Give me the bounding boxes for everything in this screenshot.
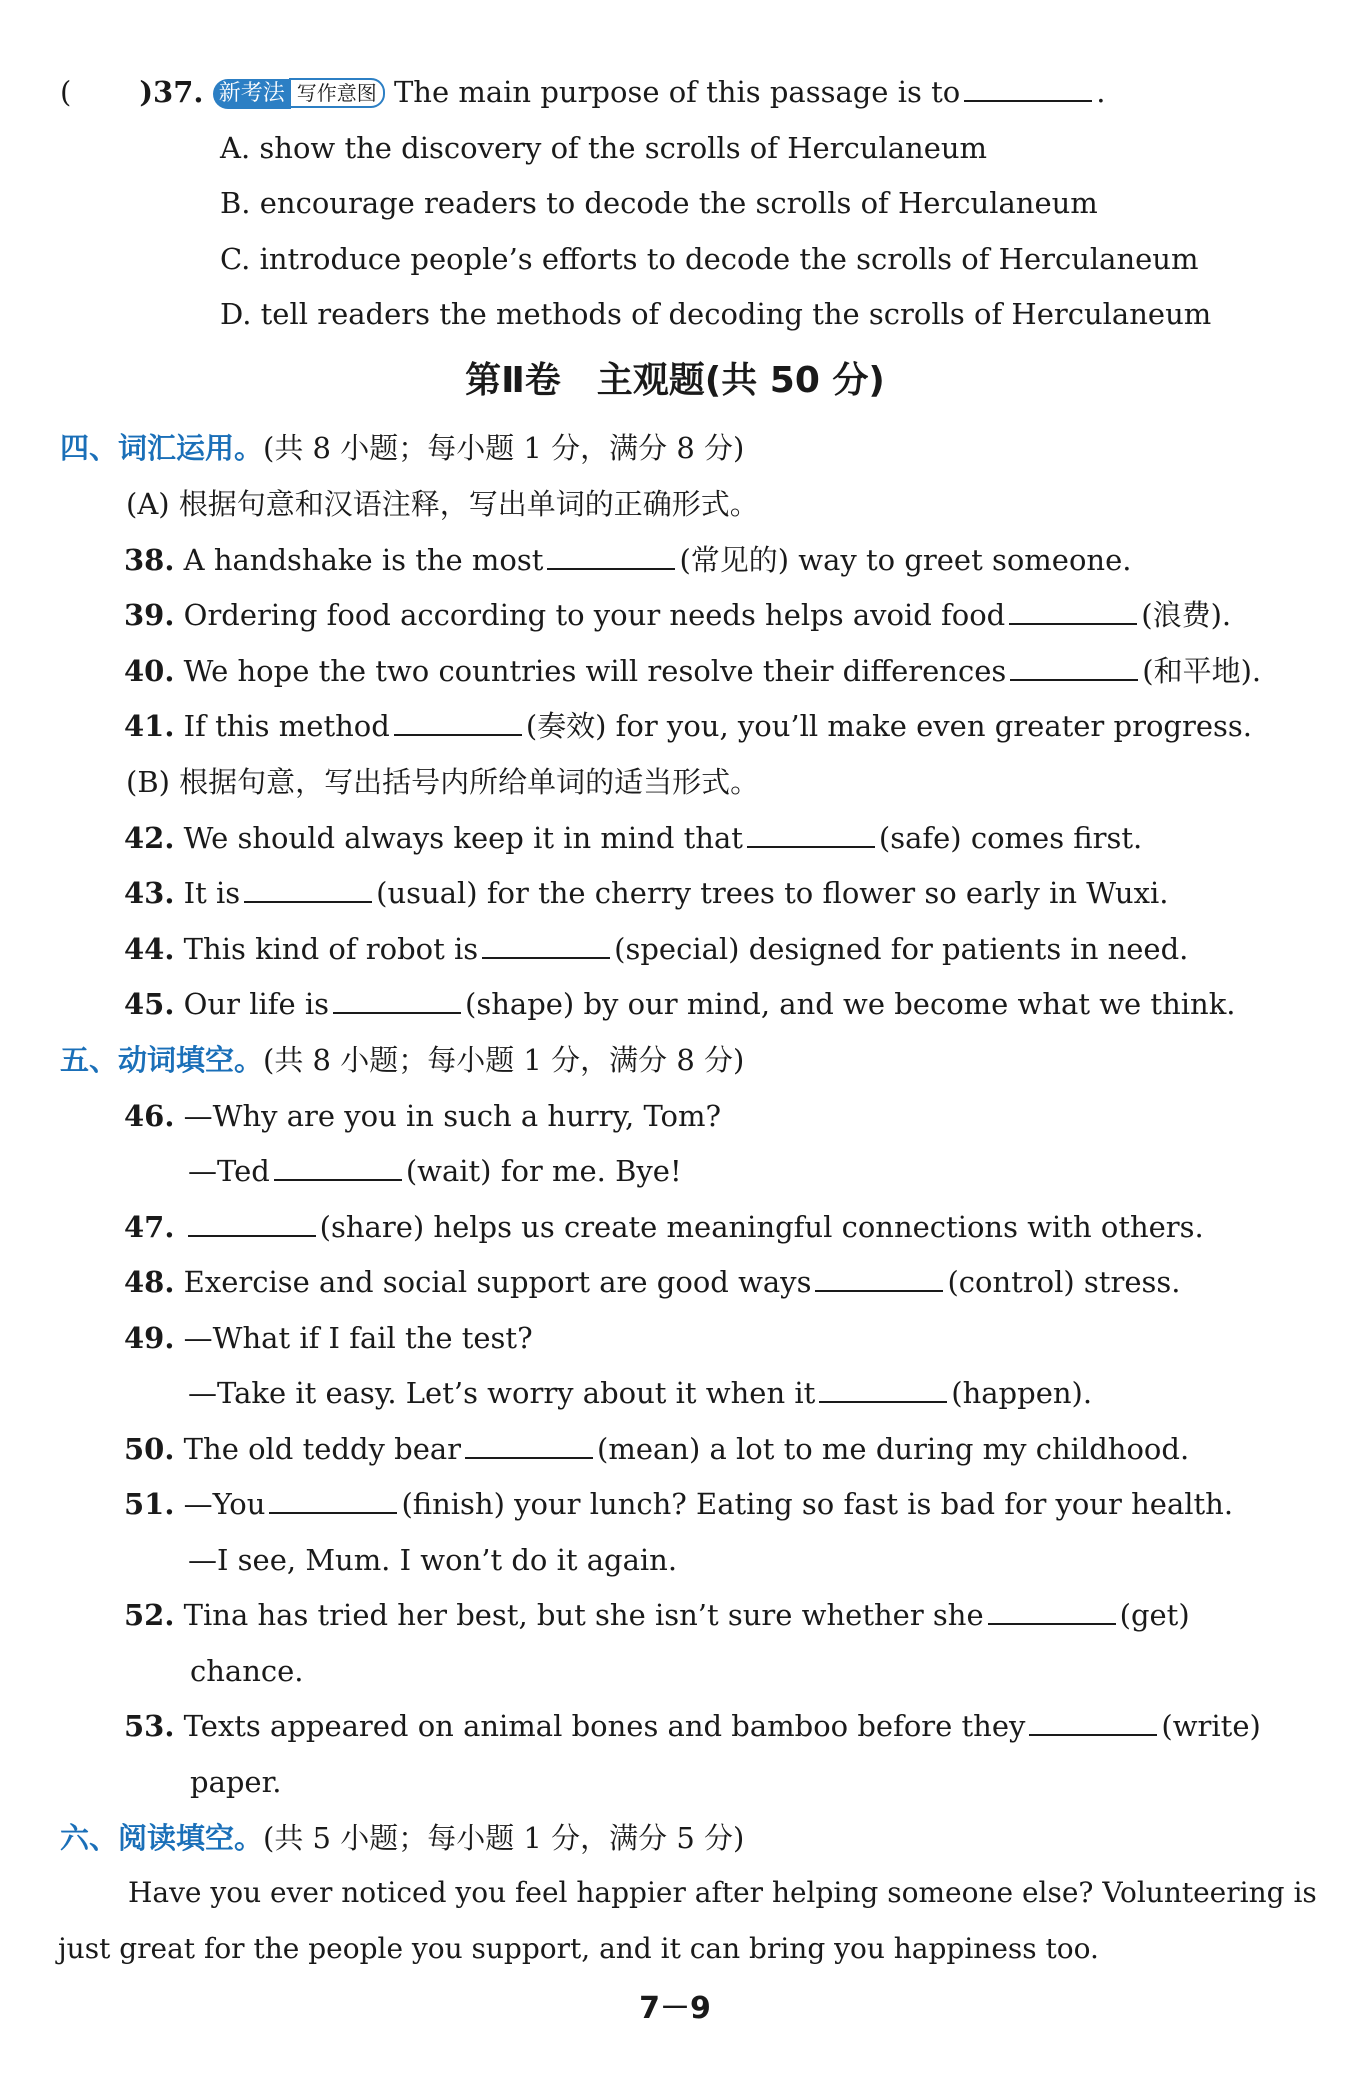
writing-intent-tag: 写作意图 [289, 78, 385, 108]
section-4-heading: 四、词汇运用。(共 8 小题；每小题 1 分，满分 8 分) [60, 431, 745, 465]
question-52-continued: chance. [190, 1654, 304, 1688]
answer-blank[interactable] [269, 1490, 397, 1514]
question-number: )37. [139, 75, 204, 109]
question-47: 47. (share) helps us create meaningful connections with others. [124, 1210, 1204, 1244]
answer-blank[interactable] [747, 824, 875, 848]
question-50: 50. The old teddy bear (mean) a lot to me during my childhood. [124, 1432, 1190, 1466]
question-51-reply: —I see, Mum. I won’t do it again. [188, 1543, 678, 1577]
passage-line-2: just great for the people you support, and it can bring you happiness too. [58, 1932, 1099, 1965]
question-stem: The main purpose of this passage is to [393, 75, 961, 109]
part-two-title: 第Ⅱ卷 主观题(共 50 分) [465, 360, 885, 401]
answer-blank[interactable] [815, 1268, 943, 1292]
option-a: A. show the discovery of the scrolls of Herculaneum [220, 131, 988, 165]
question-48: 48. Exercise and social support are good ways (control) stress. [124, 1265, 1181, 1299]
question-49: 49. —What if I fail the test? [124, 1321, 533, 1355]
answer-blank[interactable] [819, 1379, 947, 1403]
question-52: 52. Tina has tried her best, but she isn’t sure whether she (get) [124, 1598, 1190, 1632]
question-38: 38. A handshake is the most (常见的) way to greet someone. [124, 543, 1132, 577]
answer-blank[interactable] [547, 546, 675, 570]
question-51: 51. —You (finish) your lunch? Eating so fast is bad for your health. [124, 1487, 1234, 1521]
answer-blank[interactable] [465, 1435, 593, 1459]
question-53-continued: paper. [190, 1765, 282, 1799]
answer-blank[interactable] [394, 712, 522, 736]
option-b: B. encourage readers to decode the scrolls of Herculaneum [220, 186, 1098, 220]
question-39: 39. Ordering food according to your needs helps avoid food (浪费). [124, 598, 1232, 632]
question-40: 40. We hope the two countries will resolve their differences (和平地). [124, 654, 1262, 688]
question-46-reply: —Ted (wait) for me. Bye! [188, 1154, 682, 1188]
question-41: 41. If this method (奏效) for you, you’ll make even greater progress. [124, 709, 1252, 743]
answer-paren: ( [60, 75, 72, 109]
answer-blank[interactable] [1009, 601, 1137, 625]
answer-blank[interactable] [964, 78, 1092, 102]
answer-blank[interactable] [1029, 1712, 1157, 1736]
answer-blank[interactable] [988, 1601, 1116, 1625]
question-45: 45. Our life is (shape) by our mind, and we become what we think. [124, 987, 1236, 1021]
question-46: 46. —Why are you in such a hurry, Tom? [124, 1099, 722, 1133]
question-37: ( )37. 新考法 写作意图 The main purpose of this passage is to . [60, 72, 1350, 112]
answer-blank[interactable] [244, 879, 372, 903]
answer-blank[interactable] [1010, 657, 1138, 681]
section-6-heading: 六、阅读填空。(共 5 小题；每小题 1 分，满分 5 分) [60, 1821, 745, 1855]
question-49-reply: —Take it easy. Let’s worry about it when it (happen). [188, 1376, 1093, 1410]
subsection-a-instruction: (A) 根据句意和汉语注释，写出单词的正确形式。 [126, 487, 759, 521]
subsection-b-instruction: (B) 根据句意，写出括号内所给单词的适当形式。 [126, 765, 760, 799]
section-5-heading: 五、动词填空。(共 8 小题；每小题 1 分，满分 8 分) [60, 1043, 745, 1077]
question-53: 53. Texts appeared on animal bones and bamboo before they (write) [124, 1709, 1261, 1743]
question-44: 44. This kind of robot is (special) designed for patients in need. [124, 932, 1189, 966]
answer-blank[interactable] [333, 990, 461, 1014]
question-43: 43. It is (usual) for the cherry trees to flower so early in Wuxi. [124, 876, 1169, 910]
answer-blank[interactable] [482, 935, 610, 959]
answer-blank[interactable] [274, 1157, 402, 1181]
page-number: 7－9 [639, 1991, 711, 2026]
question-42: 42. We should always keep it in mind that (safe) comes first. [124, 821, 1143, 855]
new-type-badge: 新考法 [213, 79, 291, 109]
passage-line-1: Have you ever noticed you feel happier after helping someone else? Volunteering is [128, 1876, 1317, 1909]
answer-blank[interactable] [188, 1213, 316, 1237]
option-c: C. introduce people’s efforts to decode the scrolls of Herculaneum [220, 242, 1199, 276]
option-d: D. tell readers the methods of decoding the scrolls of Herculaneum [220, 297, 1212, 331]
